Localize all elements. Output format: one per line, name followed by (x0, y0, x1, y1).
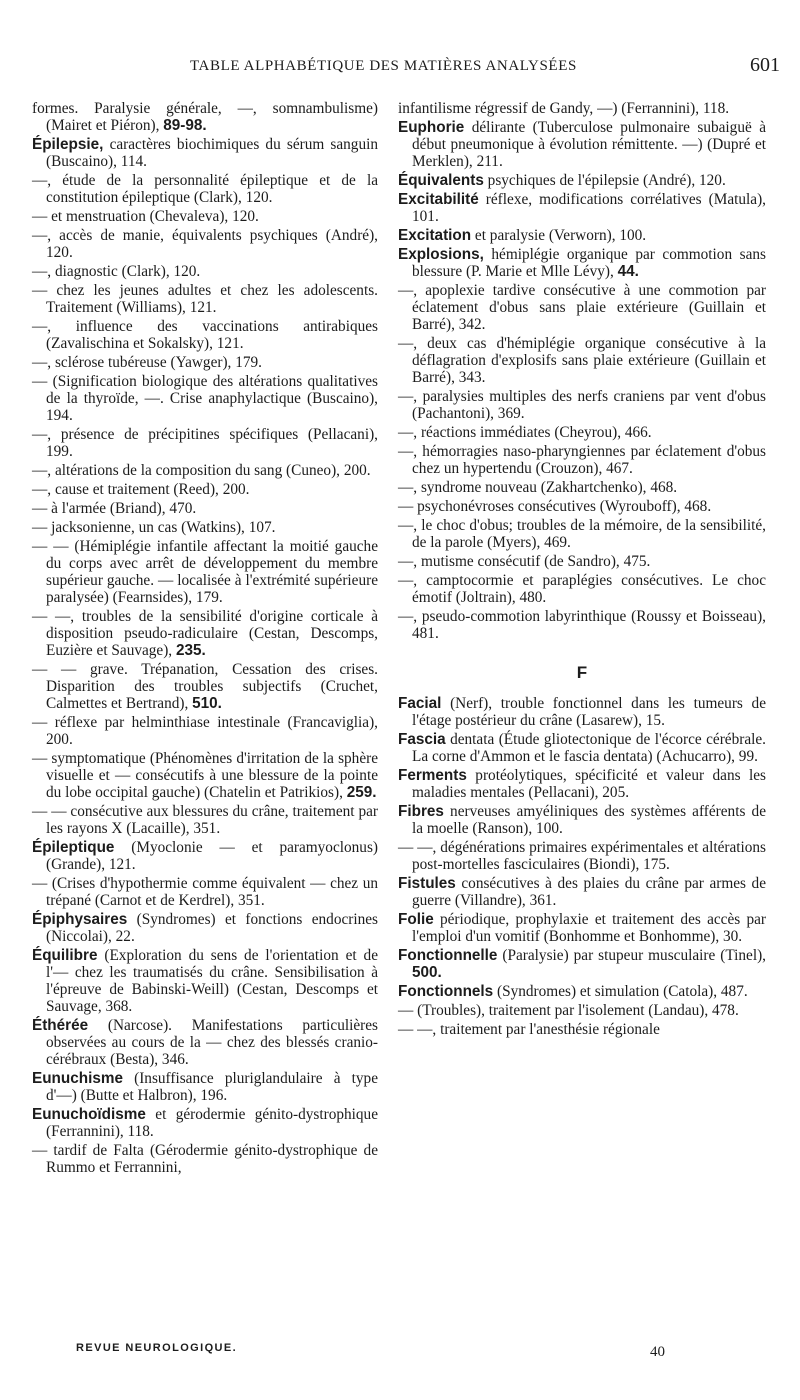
entry-heading: Fibres (398, 803, 444, 820)
entry-heading: Excitabilité (398, 191, 479, 208)
entry-text: délirante (Tuberculose pulmonaire subaiguë à début pneumonique à évolution rémittente. —) (Dupré et Merklen), 211. (412, 119, 766, 170)
entry-page-bold: 500. (412, 964, 442, 981)
index-entry (398, 695, 766, 729)
index-entry (32, 608, 378, 659)
entry-text: — symptomatique (Phénomènes d'irritation de la sphère visuelle et — consécutifs à une blessure de la pointe du lobe occipital gauche) (Chatelin et Patrikios), (32, 750, 378, 801)
index-entry (32, 227, 378, 261)
entry-text: (Insuffisance pluriglandulaire à type d'—) (Butte et Halbron), 196. (46, 1070, 378, 1104)
index-entry (398, 983, 766, 1000)
journal-footer: REVUE NEUROLOGIQUE. (76, 1342, 238, 1354)
entry-page-bold: 235. (175, 642, 206, 659)
entry-text: — —, troubles de la sensibilité d'origine corticale à disposition pseudo-radiculaire (Cestan, Descomps, Euzière et Sauvage), (32, 608, 378, 659)
index-entry (32, 354, 378, 371)
index-entry (32, 1142, 378, 1176)
entry-text: dentata (Étude gliotectonique de l'écorce cérébrale. La corne d'Ammon et le fascia dentata) (Achucarro), 99. (412, 731, 766, 765)
entry-text: — — grave. Trépanation, Cessation des crises. Disparition des troubles subjectifs (Cruchet, Calmettes et Bertrand), (32, 661, 378, 712)
entry-text: nerveuses amyéliniques des systèmes afférents de la moelle (Ranson), 100. (412, 803, 766, 837)
index-entry (398, 191, 766, 225)
entry-heading: Eunuchoïdisme (32, 1106, 146, 1123)
entry-text: —, diagnostic (Clark), 120. (32, 263, 201, 280)
index-entry (32, 481, 378, 498)
entry-text: et paralysie (Verworn), 100. (471, 227, 647, 244)
index-entry (398, 911, 766, 945)
index-entry (398, 119, 766, 170)
entry-text: (Narcose). Manifestations particulières observées au cours de la — chez des blessés cranio-cérébraux (Besta), 346. (46, 1017, 378, 1068)
entry-text: —, syndrome nouveau (Zakhartchenko), 468. (398, 479, 678, 496)
index-entry (32, 208, 378, 225)
index-entry (32, 1106, 378, 1140)
entry-heading: Équivalents (398, 172, 484, 189)
left-column (32, 100, 378, 1178)
entry-text: —, deux cas d'hémiplégie organique consécutive à la déflagration d'explosifs sans plaie extérieure (Guillain et Barré), 343. (398, 335, 766, 386)
entry-text: —, hémorragies naso-pharyngiennes par éclatement d'obus chez un hypertendu (Crouzon), 467. (398, 443, 766, 477)
index-entry (32, 100, 378, 134)
index-entry (398, 608, 766, 642)
index-entry (32, 750, 378, 801)
index-entry (398, 424, 766, 441)
index-entry (32, 1070, 378, 1104)
index-entry (32, 839, 378, 873)
entry-heading: Fonctionnels (398, 983, 494, 1000)
index-entry (398, 1021, 766, 1038)
index-entry (398, 100, 766, 117)
entry-text: —, paralysies multiples des nerfs craniens par vent d'obus (Pachantoni), 369. (398, 388, 766, 422)
entry-text: —, mutisme consécutif (de Sandro), 475. (398, 553, 651, 570)
index-entry (398, 839, 766, 873)
entry-text: — —, dégénérations primaires expérimentales et altérations post-mortelles fasciculaires (Biondi), 175. (398, 839, 766, 873)
index-entry (398, 479, 766, 496)
entry-text: —, cause et traitement (Reed), 200. (32, 481, 250, 498)
signature-mark: 40 (650, 1344, 665, 1360)
right-column (398, 100, 766, 1040)
index-entry (398, 246, 766, 280)
entry-text: formes. Paralysie générale, —, somnambulisme) (Mairet et Piéron), (32, 100, 378, 134)
page-header (40, 54, 780, 88)
entry-text: — réflexe par helminthiase intestinale (Francaviglia), 200. (32, 714, 378, 748)
entry-text: — jacksonienne, un cas (Watkins), 107. (32, 519, 276, 536)
entry-text: — psychonévroses consécutives (Wyrouboff), 468. (398, 498, 712, 515)
entry-text: —, réactions immédiates (Cheyrou), 466. (398, 424, 652, 441)
entry-text: — (Troubles), traitement par l'isolement (Landau), 478. (398, 1002, 739, 1019)
entry-text: —, camptocormie et paraplégies consécutives. Le choc émotif (Joltrain), 480. (398, 572, 766, 606)
entry-heading: Eunuchisme (32, 1070, 123, 1087)
index-entry (398, 517, 766, 551)
index-entry (32, 1017, 378, 1068)
index-entry (32, 318, 378, 352)
entry-heading: Folie (398, 911, 434, 928)
entry-text: — —, traitement par l'anesthésie régionale (398, 1021, 660, 1038)
entry-text: —, apoplexie tardive consécutive à une commotion par éclatement d'obus sans plaie extérieure (Guillain et Barré), 342. (398, 282, 766, 333)
index-entry (398, 767, 766, 801)
index-entry (398, 1002, 766, 1019)
entry-heading: Excitation (398, 227, 472, 244)
entry-text: hémiplégie organique par commotion sans blessure (P. Marie et Mlle Lévy), (412, 246, 766, 280)
index-entry (32, 500, 378, 517)
index-entry (32, 911, 378, 945)
index-entry (32, 519, 378, 536)
index-entry (398, 947, 766, 981)
entry-text: — (Signification biologique des altérations qualitatives de la thyroïde, —. Crise anaphylactique (Buscaino), 194. (32, 373, 378, 424)
index-entry (398, 572, 766, 606)
entry-text: —, accès de manie, équivalents psychiques (André), 120. (32, 227, 378, 261)
index-entry (32, 136, 378, 170)
entry-heading: Équilibre (32, 947, 98, 964)
entry-heading: Épiphysaires (32, 911, 128, 928)
entry-heading: Fascia (398, 731, 446, 748)
index-entry (398, 875, 766, 909)
entry-text: infantilisme régressif de Gandy, —) (Ferrannini), 118. (398, 100, 730, 117)
entry-text: — tardif de Falta (Gérodermie génito-dystrophique de Rummo et Ferrannini, (32, 1142, 378, 1176)
index-entry (398, 282, 766, 333)
entry-text: et gérodermie génito-dystrophique (Ferrannini), 118. (46, 1106, 378, 1140)
entry-text: — chez les jeunes adultes et chez les adolescents. Traitement (Williams), 121. (32, 282, 378, 316)
entry-heading: Facial (398, 695, 442, 712)
entry-heading: Explosions, (398, 246, 484, 263)
index-entry (32, 462, 378, 479)
entry-text: —, influence des vaccinations antirabiques (Zavalischina et Sokalsky), 121. (32, 318, 378, 352)
running-title: TABLE ALPHABÉTIQUE DES MATIÈRES ANALYSÉES (190, 58, 577, 74)
entry-text: psychiques de l'épilepsie (André), 120. (483, 172, 726, 189)
entry-text: —, le choc d'obus; troubles de la mémoire, de la sensibilité, de la parole (Myers), 469. (398, 517, 766, 551)
index-entry (398, 498, 766, 515)
entry-text: (Syndromes) et fonctions endocrines (Niccolai), 22. (46, 911, 378, 945)
entry-text: — — consécutive aux blessures du crâne, traitement par les rayons X (Lacaille), 351. (32, 803, 378, 837)
index-entry (398, 731, 766, 765)
index-entry (32, 714, 378, 748)
index-entry (32, 875, 378, 909)
index-entry (398, 172, 766, 189)
index-entry (398, 443, 766, 477)
entry-heading: Éthérée (32, 1017, 89, 1034)
entry-text: (Paralysie) par stupeur musculaire (Tinel), (497, 947, 766, 964)
entry-text: (Exploration du sens de l'orientation et de l'— chez les traumatisés du crâne. Sensibilisation à l'épreuve de Babinski-Weill) (Cestan, Descomps et Sauvage, 368. (46, 947, 378, 1015)
index-entry (398, 553, 766, 570)
entry-heading: Ferments (398, 767, 467, 784)
entry-text: —, pseudo-commotion labyrinthique (Roussy et Boisseau), 481. (398, 608, 766, 642)
entry-text: réflexe, modifications corrélatives (Matula), 101. (412, 191, 766, 225)
index-entry (32, 373, 378, 424)
index-entry (32, 947, 378, 1015)
entry-heading: Épilepsie, (32, 136, 104, 153)
entry-heading: Fistules (398, 875, 456, 892)
entry-text: —, présence de précipitines spécifiques (Pellacani), 199. (32, 426, 378, 460)
entry-text: périodique, prophylaxie et traitement des accès par l'emploi d'un vomitif (Bonhomme et Bonhomme), 30. (412, 911, 766, 945)
section-letter: F (576, 663, 588, 682)
entry-page-bold: 44. (617, 263, 639, 280)
entry-text: —, sclérose tubéreuse (Yawger), 179. (32, 354, 262, 371)
index-entry (398, 335, 766, 386)
entry-text: — (Crises d'hypothermie comme équivalent — chez un trépané (Carnot et de Kerdrel), 351. (32, 875, 378, 909)
entry-page-bold: 89-98. (163, 117, 207, 134)
index-entry (32, 172, 378, 206)
index-entry (32, 263, 378, 280)
entry-page-bold: 259. (346, 784, 377, 801)
index-entry (32, 661, 378, 712)
entry-text: —, altérations de la composition du sang (Cuneo), 200. (32, 462, 371, 479)
entry-text: (Myoclonie — et paramyoclonus) (Grande), 121. (46, 839, 378, 873)
index-entry (398, 388, 766, 422)
index-entry (398, 803, 766, 837)
entry-text: protéolytiques, spécificité et valeur dans les maladies mentales (Pellacani), 205. (412, 767, 766, 801)
entry-text: consécutives à des plaies du crâne par armes de guerre (Villandre), 361. (412, 875, 766, 909)
index-entry (32, 538, 378, 606)
entry-text: caractères biochimiques du sérum sanguin (Buscaino), 114. (46, 136, 378, 170)
entry-text: — et menstruation (Chevaleva), 120. (32, 208, 259, 225)
index-entry (32, 426, 378, 460)
entry-page-bold: 510. (192, 695, 222, 712)
entry-heading: Euphorie (398, 119, 465, 136)
index-entry (32, 282, 378, 316)
entry-text: — à l'armée (Briand), 470. (32, 500, 197, 517)
index-entry (32, 803, 378, 837)
entry-heading: Épileptique (32, 839, 115, 856)
entry-text: (Syndromes) et simulation (Catola), 487. (493, 983, 748, 1000)
entry-text: —, étude de la personnalité épileptique et de la constitution épileptique (Clark), 120. (32, 172, 378, 206)
entry-text: — — (Hémiplégie infantile affectant la moitié gauche du corps avec arrêt de développement du membre supérieur gauche. — localisée à l'extrémité supérieure paralysée) (Fearnsides), 179. (32, 538, 378, 606)
entry-heading: Fonctionnelle (398, 947, 498, 964)
entry-text: (Nerf), trouble fonctionnel dans les tumeurs de l'étage postérieur du crâne (Lasarew), 15. (412, 695, 766, 729)
index-entry (398, 227, 766, 244)
page-number: 601 (750, 54, 780, 76)
